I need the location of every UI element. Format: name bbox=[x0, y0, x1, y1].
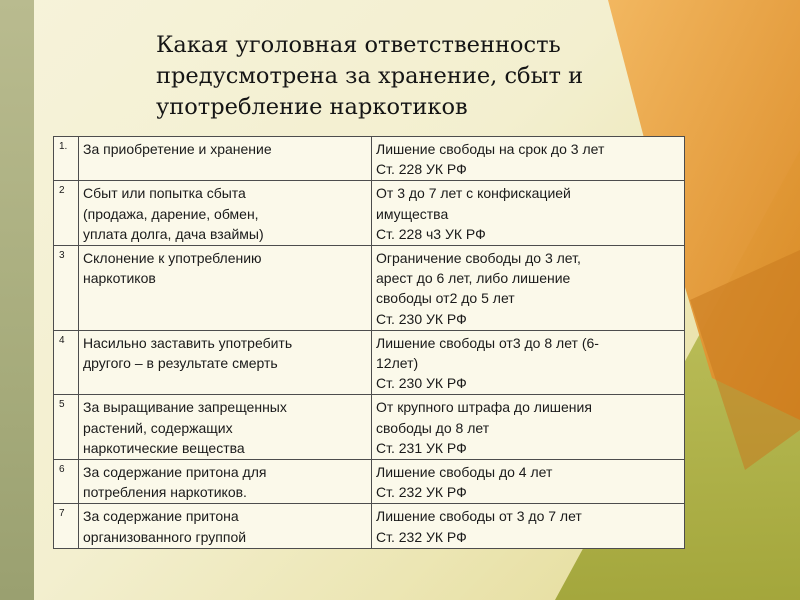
penalty-cell bbox=[372, 137, 685, 181]
offense-line: За содержание притона для bbox=[83, 464, 267, 481]
offense-line: потребления наркотиков. bbox=[83, 484, 247, 501]
table-row bbox=[54, 137, 685, 181]
penalty-line: Лишение свободы до 4 лет bbox=[376, 464, 553, 481]
penalty-cell bbox=[372, 181, 685, 246]
penalty-line: Ограничение свободы до 3 лет, bbox=[376, 250, 581, 267]
row-number: 6 bbox=[54, 460, 79, 504]
slide-title bbox=[156, 30, 656, 123]
penalty-line: От крупного штрафа до лишения bbox=[376, 399, 592, 416]
offense-cell bbox=[79, 181, 372, 246]
row-number: 1. bbox=[54, 137, 79, 181]
row-number: 7 bbox=[54, 504, 79, 548]
offense-cell bbox=[79, 395, 372, 460]
offense-cell bbox=[79, 137, 372, 181]
offense-line: другого – в результате смерть bbox=[83, 355, 278, 372]
table-row bbox=[54, 504, 685, 548]
offense-line: Склонение к употреблению bbox=[83, 250, 262, 267]
penalty-line: 12лет) bbox=[376, 355, 419, 372]
row-number: 4 bbox=[54, 330, 79, 395]
title-line-3: употребление наркотиков bbox=[156, 94, 468, 120]
offense-line: растений, содержащих bbox=[83, 419, 233, 436]
penalty-line: Ст. 232 УК РФ bbox=[376, 484, 467, 501]
table-row bbox=[54, 246, 685, 331]
row-number: 2 bbox=[54, 181, 79, 246]
penalty-line: Ст. 231 УК РФ bbox=[376, 439, 467, 456]
table-row bbox=[54, 395, 685, 460]
penalty-line: От 3 до 7 лет с конфискацией bbox=[376, 185, 571, 202]
penalty-line: Ст. 230 УК РФ bbox=[376, 375, 467, 392]
offense-line: уплата долга, дача взаймы) bbox=[83, 225, 264, 242]
offense-cell bbox=[79, 504, 372, 548]
penalty-cell bbox=[372, 395, 685, 460]
offense-cell bbox=[79, 246, 372, 331]
table-row bbox=[54, 460, 685, 504]
penalty-line: Лишение свободы от3 до 8 лет (6- bbox=[376, 334, 599, 351]
table-row bbox=[54, 181, 685, 246]
penalty-line: Ст. 228 УК РФ bbox=[376, 161, 467, 178]
row-number: 3 bbox=[54, 246, 79, 331]
offense-line: Сбыт или попытка сбыта bbox=[83, 185, 246, 202]
row-number: 5 bbox=[54, 395, 79, 460]
penalty-line: имущества bbox=[376, 205, 449, 222]
penalty-line: Лишение свободы на срок до 3 лет bbox=[376, 141, 605, 157]
penalty-line: Ст. 230 УК РФ bbox=[376, 310, 467, 327]
offense-line: организованного группой bbox=[83, 528, 247, 545]
offense-cell bbox=[79, 460, 372, 504]
offense-line: За содержание притона bbox=[83, 508, 239, 525]
penalty-line: Ст. 228 ч3 УК РФ bbox=[376, 225, 486, 242]
penalty-cell bbox=[372, 246, 685, 331]
offense-line: За приобретение и хранение bbox=[83, 141, 272, 157]
offense-line: наркотиков bbox=[83, 270, 156, 287]
penalty-line: свободы до 8 лет bbox=[376, 419, 490, 436]
penalty-cell bbox=[372, 504, 685, 548]
penalty-line: Лишение свободы от 3 до 7 лет bbox=[376, 508, 582, 525]
penalty-cell bbox=[372, 460, 685, 504]
penalty-line: Ст. 232 УК РФ bbox=[376, 528, 467, 545]
offense-line: (продажа, дарение, обмен, bbox=[83, 205, 259, 222]
penalty-line: арест до 6 лет, либо лишение bbox=[376, 270, 571, 287]
table-row bbox=[54, 330, 685, 395]
offense-line: наркотические вещества bbox=[83, 439, 245, 456]
offense-cell bbox=[79, 330, 372, 395]
title-line-1: Какая уголовная ответственность bbox=[156, 32, 561, 58]
penalty-line: свободы от2 до 5 лет bbox=[376, 290, 515, 307]
offense-line: Насильно заставить употребить bbox=[83, 334, 293, 351]
title-line-2: предусмотрена за хранение, сбыт и bbox=[156, 63, 584, 89]
penalties-table bbox=[53, 136, 685, 549]
penalty-cell bbox=[372, 330, 685, 395]
offense-line: За выращивание запрещенных bbox=[83, 399, 287, 416]
